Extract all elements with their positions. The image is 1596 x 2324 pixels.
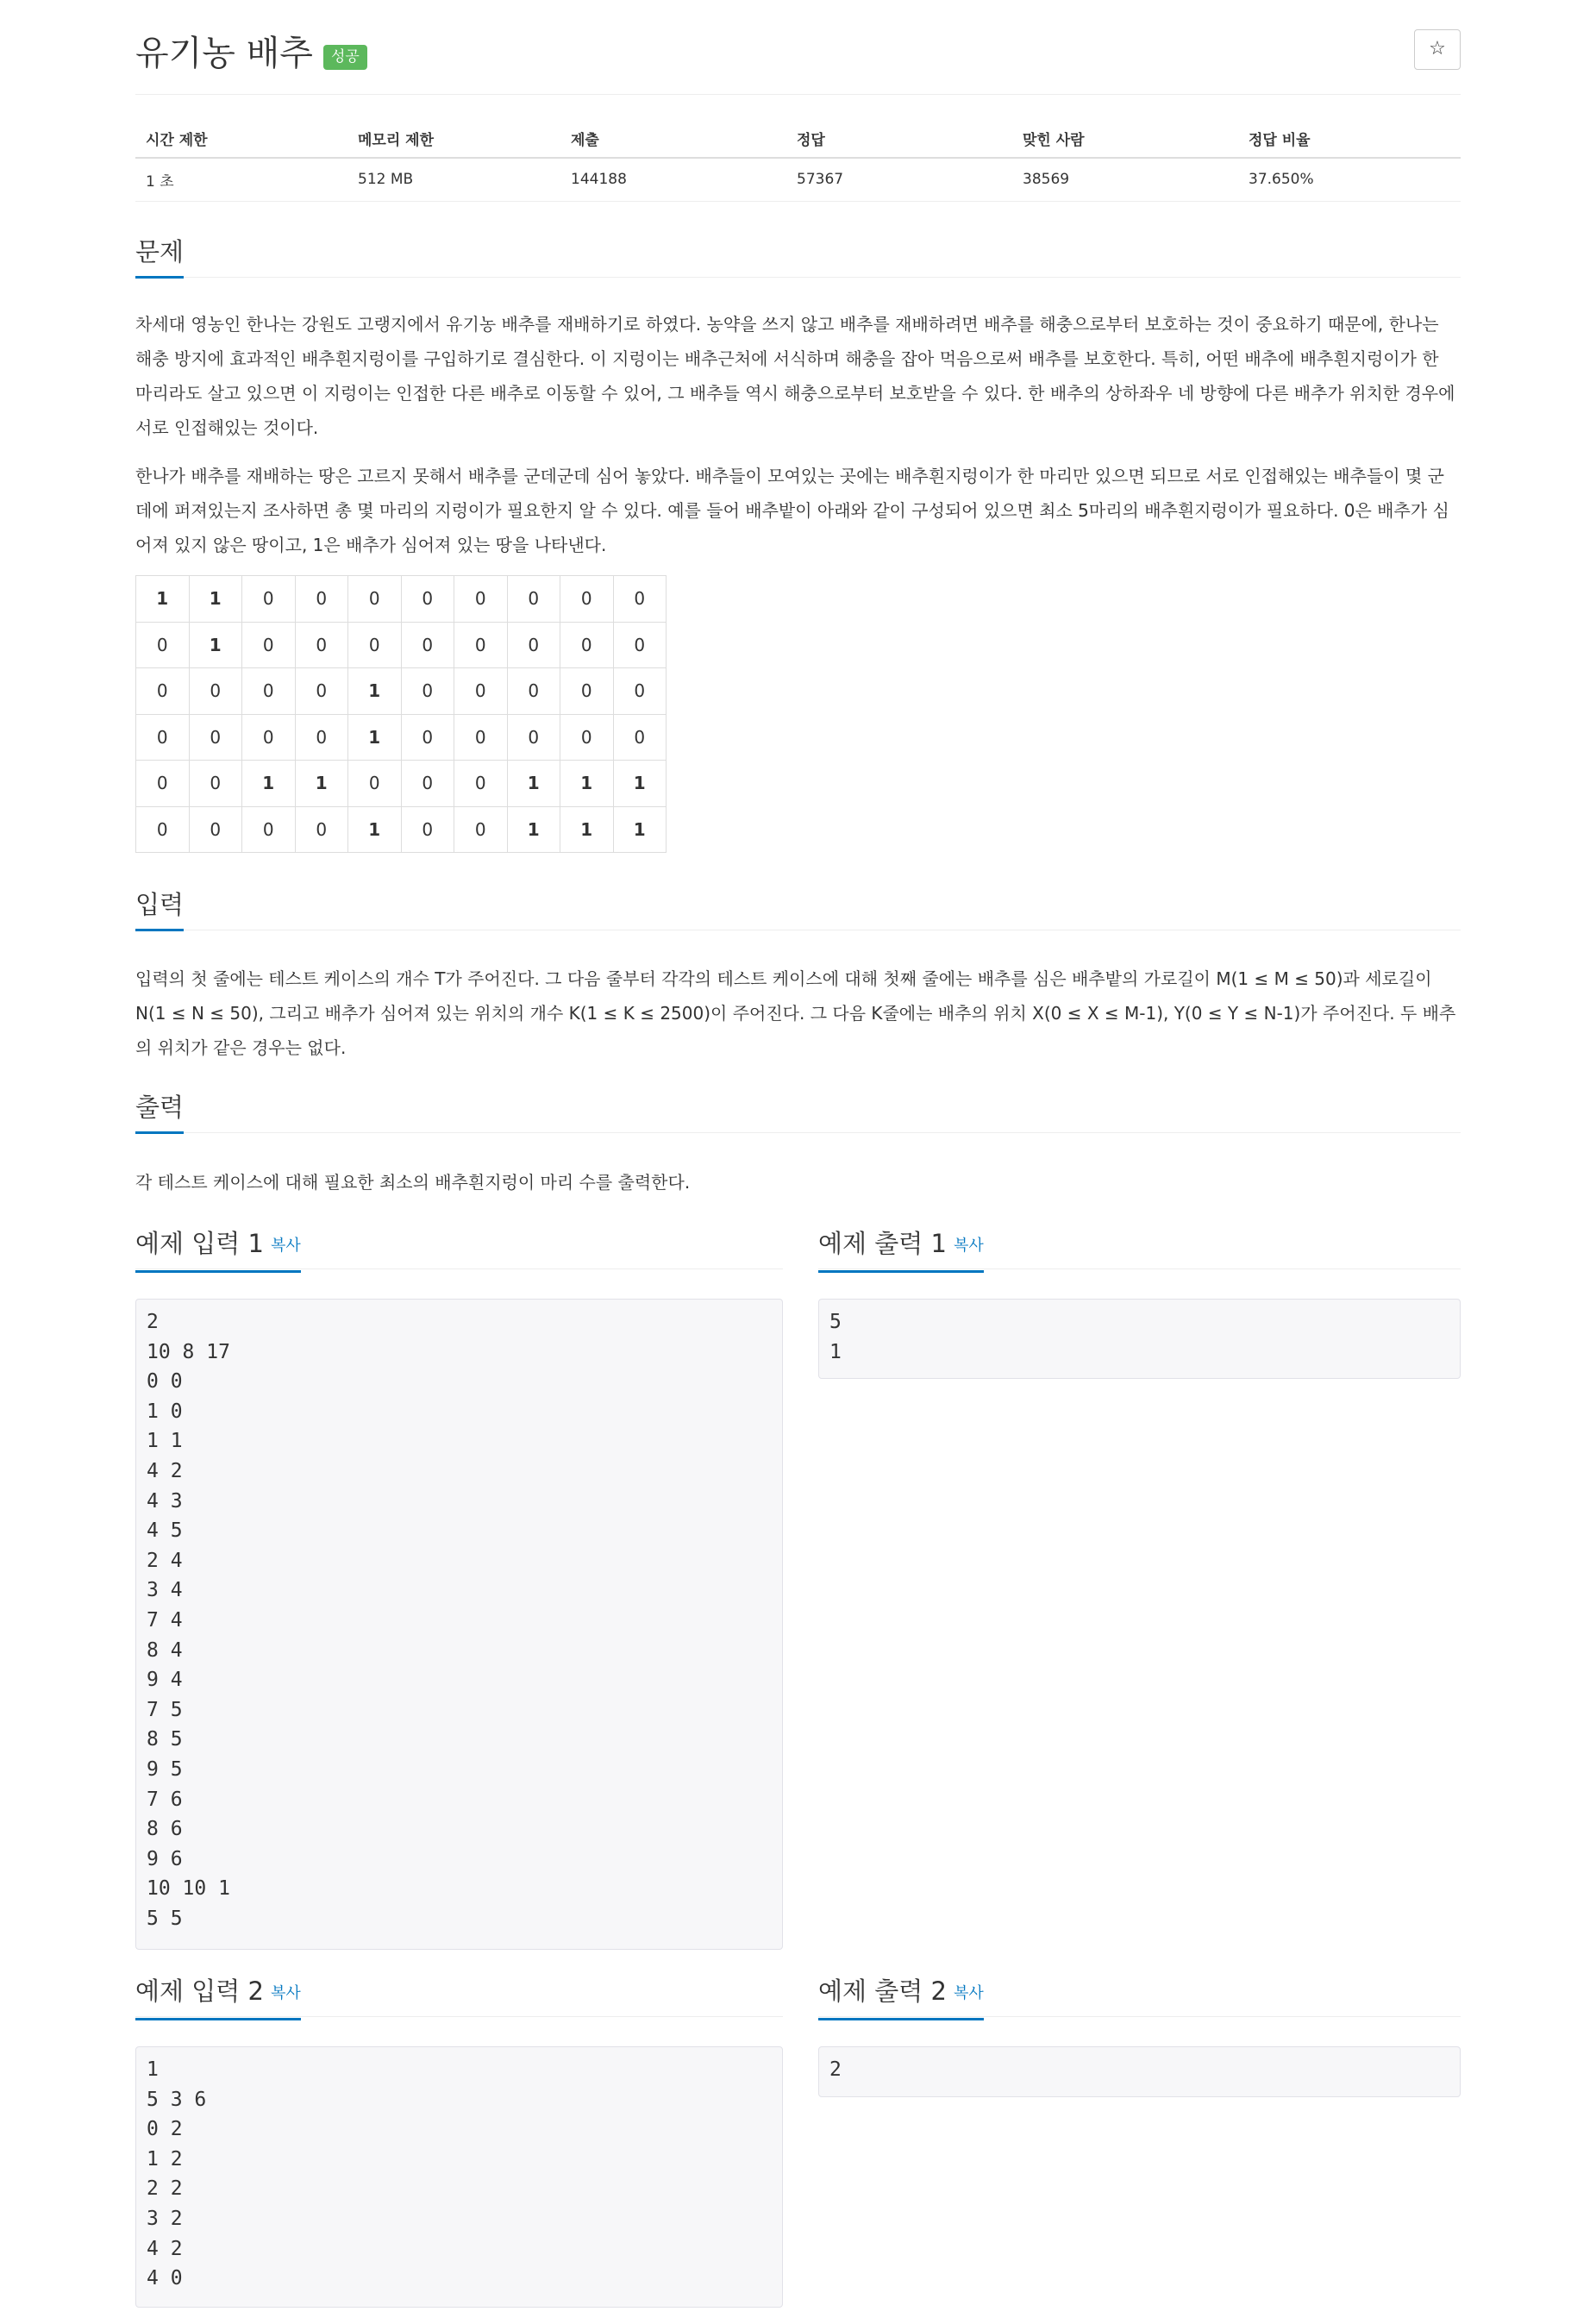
sample-output-1-title: 예제 출력 1 bbox=[818, 1229, 947, 1258]
grid-cell: 0 bbox=[295, 576, 348, 623]
grid-cell: 0 bbox=[295, 668, 348, 715]
grid-cell: 0 bbox=[454, 576, 508, 623]
grid-cell: 0 bbox=[560, 622, 614, 668]
memory-limit-header: 메모리 제한 bbox=[347, 119, 560, 158]
input-heading-text: 입력 bbox=[135, 886, 184, 931]
grid-cell: 0 bbox=[454, 806, 508, 853]
grid-cell: 0 bbox=[242, 668, 296, 715]
accept-ratio-header: 정답 비율 bbox=[1238, 119, 1461, 158]
grid-cell: 1 bbox=[507, 761, 560, 807]
grid-cell: 0 bbox=[242, 714, 296, 761]
time-limit-header: 시간 제한 bbox=[135, 119, 347, 158]
grid-cell: 0 bbox=[401, 761, 454, 807]
grid-cell: 0 bbox=[401, 668, 454, 715]
grid-cell: 1 bbox=[189, 576, 242, 623]
problem-section-heading bbox=[135, 233, 1461, 278]
info-header-row bbox=[135, 119, 1461, 158]
grid-cell: 1 bbox=[507, 806, 560, 853]
grid-cell: 0 bbox=[507, 622, 560, 668]
grid-row bbox=[136, 714, 667, 761]
grid-cell: 1 bbox=[348, 714, 402, 761]
problem-description-2: 한나가 배추를 재배하는 땅은 고르지 못해서 배추를 군데군데 심어 놓았다. 배추들이 모여있는 곳에는 배추흰지렁이가 한 마리만 있으면 되므로 서로 인접해있는 배추들이 몇 군데에 퍼져있는지 조사하면 총 몇 마리의 지렁이가 필요한지 알 수 있다. 예를 들어 배추밭이 아래와 같이 구성되어 있으면 최소 5마리의 배추흰지렁이가 필요하다. 0은 배추가 심어져 있지 않은 땅이고, 1은 배추가 심어져 있는 땅을 나타낸다. bbox=[135, 466, 1449, 555]
grid-row bbox=[136, 761, 667, 807]
grid-cell: 1 bbox=[560, 806, 614, 853]
info-value-row bbox=[135, 158, 1461, 201]
star-icon: ☆ bbox=[1429, 38, 1446, 60]
output-section-heading bbox=[135, 1088, 1461, 1133]
sample-output-2[interactable]: 2 bbox=[818, 2046, 1461, 2097]
grid-cell: 0 bbox=[136, 714, 190, 761]
grid-row bbox=[136, 622, 667, 668]
grid-cell: 1 bbox=[295, 761, 348, 807]
grid-cell: 0 bbox=[295, 622, 348, 668]
grid-row bbox=[136, 806, 667, 853]
accepted-value: 57367 bbox=[786, 158, 1012, 201]
accept-ratio-value: 37.650% bbox=[1238, 158, 1461, 201]
problem-heading-text: 문제 bbox=[135, 233, 184, 279]
grid-cell: 0 bbox=[295, 806, 348, 853]
sample-output-2-title: 예제 출력 2 bbox=[818, 1976, 947, 2006]
submissions-value: 144188 bbox=[560, 158, 786, 201]
grid-cell: 0 bbox=[189, 806, 242, 853]
memory-limit-value: 512 MB bbox=[347, 158, 560, 201]
grid-cell: 0 bbox=[613, 668, 667, 715]
problem-description-1: 차세대 영농인 한나는 강원도 고랭지에서 유기농 배추를 재배하기로 하였다. 농약을 쓰지 않고 배추를 재배하려면 배추를 해충으로부터 보호하는 것이 중요하기 때문에, 한나는 해충 방지에 효과적인 배추흰지렁이를 구입하기로 결심한다. 이 지렁이는 배추근처에 서식하며 해충을 잡아 먹음으로써 배추를 보호한다. 특히, 어떤 배추에 배추흰지렁이가 한 마리라도 살고 있으면 이 지렁이는 인접한 다른 배추로 이동할 수 있어, 그 배추들 역시 해충으로부터 보호받을 수 있다. 한 배추의 상하좌우 네 방향에 다른 배추가 위치한 경우에 서로 인접해있는 것이다. bbox=[135, 314, 1455, 438]
grid-cell: 0 bbox=[242, 576, 296, 623]
grid-cell: 0 bbox=[348, 622, 402, 668]
grid-cell: 1 bbox=[242, 761, 296, 807]
copy-sample-output-1-link[interactable]: 복사 bbox=[953, 1237, 984, 1255]
grid-cell: 0 bbox=[401, 576, 454, 623]
grid-cell: 0 bbox=[613, 576, 667, 623]
grid-cell: 0 bbox=[613, 622, 667, 668]
grid-cell: 0 bbox=[242, 622, 296, 668]
grid-cell: 0 bbox=[348, 761, 402, 807]
sample-input-1-heading bbox=[135, 1225, 783, 1269]
star-button[interactable] bbox=[1414, 29, 1461, 70]
sample-input-2-title: 예제 입력 2 bbox=[135, 1976, 264, 2006]
grid-cell: 1 bbox=[348, 806, 402, 853]
output-description: 각 테스트 케이스에 대해 필요한 최소의 배추흰지렁이 마리 수를 출력한다. bbox=[135, 1172, 691, 1193]
grid-cell: 0 bbox=[454, 761, 508, 807]
solved-users-value: 38569 bbox=[1012, 158, 1238, 201]
cabbage-field-grid bbox=[135, 575, 667, 853]
grid-row bbox=[136, 576, 667, 623]
copy-sample-input-2-link[interactable]: 복사 bbox=[270, 1984, 301, 2002]
grid-cell: 0 bbox=[189, 714, 242, 761]
problem-title: 유기농 배추 bbox=[135, 34, 313, 73]
submissions-header: 제출 bbox=[560, 119, 786, 158]
grid-cell: 0 bbox=[507, 668, 560, 715]
problem-page bbox=[135, 0, 1461, 2324]
input-description: 입력의 첫 줄에는 테스트 케이스의 개수 T가 주어진다. 그 다음 줄부터 각각의 테스트 케이스에 대해 첫째 줄에는 배추를 심은 배추밭의 가로길이 M(1 ≤ M ≤ 50)과 세로길이 N(1 ≤ N ≤ 50), 그리고 배추가 심어져 있는 위치의 개수 K(1 ≤ K ≤ 2500)이 주어진다. 그 다음 K줄에는 배추의 위치 X(0 ≤ X ≤ M-1), Y(0 ≤ Y ≤ N-1)가 주어진다. 두 배추의 위치가 같은 경우는 없다. bbox=[135, 968, 1456, 1058]
sample-output-1-heading bbox=[818, 1225, 1461, 1269]
grid-cell: 0 bbox=[454, 668, 508, 715]
accepted-header: 정답 bbox=[786, 119, 1012, 158]
grid-cell: 0 bbox=[136, 622, 190, 668]
grid-cell: 0 bbox=[242, 806, 296, 853]
grid-cell: 1 bbox=[189, 622, 242, 668]
grid-row bbox=[136, 668, 667, 715]
sample-output-1[interactable]: 5 1 bbox=[818, 1299, 1461, 1379]
grid-cell: 0 bbox=[401, 714, 454, 761]
input-section-heading bbox=[135, 886, 1461, 930]
sample-input-1[interactable]: 2 10 8 17 0 0 1 0 1 1 4 2 4 3 4 5 2 4 3 4 7 4 8 4 9 4 7 5 8 5 9 5 7 6 8 6 9 6 10 10 1 5 5 bbox=[135, 1299, 783, 1950]
sample-input-1-title: 예제 입력 1 bbox=[135, 1229, 264, 1258]
copy-sample-input-1-link[interactable]: 복사 bbox=[270, 1237, 301, 1255]
grid-cell: 1 bbox=[136, 576, 190, 623]
grid-cell: 0 bbox=[401, 806, 454, 853]
grid-cell: 0 bbox=[560, 714, 614, 761]
sample-output-2-heading bbox=[818, 1972, 1461, 2017]
grid-cell: 0 bbox=[507, 714, 560, 761]
grid-cell: 0 bbox=[136, 806, 190, 853]
grid-cell: 0 bbox=[454, 714, 508, 761]
grid-cell: 1 bbox=[613, 806, 667, 853]
output-heading-text: 출력 bbox=[135, 1088, 184, 1134]
grid-cell: 0 bbox=[348, 576, 402, 623]
grid-cell: 0 bbox=[295, 714, 348, 761]
grid-cell: 0 bbox=[189, 668, 242, 715]
grid-cell: 0 bbox=[189, 761, 242, 807]
grid-cell: 0 bbox=[136, 668, 190, 715]
grid-cell: 0 bbox=[507, 576, 560, 623]
sample-input-2[interactable]: 1 5 3 6 0 2 1 2 2 2 3 2 4 2 4 0 bbox=[135, 2046, 783, 2308]
grid-cell: 1 bbox=[560, 761, 614, 807]
copy-sample-output-2-link[interactable]: 복사 bbox=[953, 1984, 984, 2002]
status-badge: 성공 bbox=[323, 45, 367, 70]
time-limit-value: 1 초 bbox=[135, 158, 347, 201]
grid-cell: 0 bbox=[613, 714, 667, 761]
grid-cell: 0 bbox=[401, 622, 454, 668]
grid-cell: 0 bbox=[136, 761, 190, 807]
grid-cell: 0 bbox=[454, 622, 508, 668]
problem-header bbox=[135, 28, 1461, 95]
problem-info-table bbox=[135, 119, 1461, 202]
grid-cell: 1 bbox=[613, 761, 667, 807]
sample-input-2-heading bbox=[135, 1972, 783, 2017]
grid-cell: 1 bbox=[348, 668, 402, 715]
grid-cell: 0 bbox=[560, 668, 614, 715]
solved-users-header: 맞힌 사람 bbox=[1012, 119, 1238, 158]
grid-cell: 0 bbox=[560, 576, 614, 623]
